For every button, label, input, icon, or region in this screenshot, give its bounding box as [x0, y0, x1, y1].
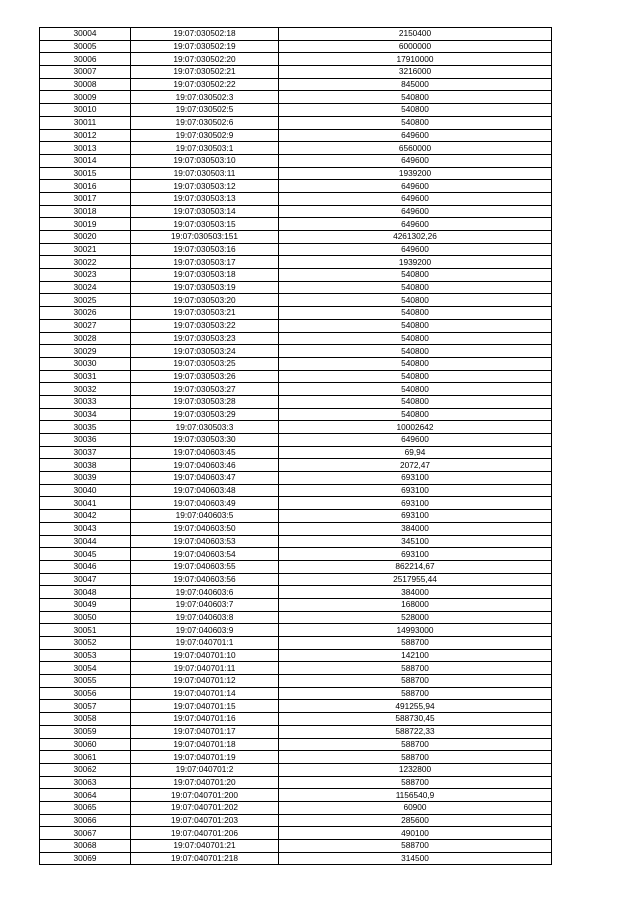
- row-number-cell: 30020: [40, 231, 131, 244]
- cadastral-number-cell: 19:07:030503:23: [131, 332, 279, 345]
- value-cell: 649600: [279, 243, 552, 256]
- row-number-cell: 30063: [40, 776, 131, 789]
- value-cell: 1939200: [279, 256, 552, 269]
- table-row: [40, 40, 552, 53]
- cadastral-number-cell: 19:07:040701:200: [131, 789, 279, 802]
- cadastral-number-cell: 19:07:040701:218: [131, 852, 279, 865]
- row-number-cell: 30046: [40, 560, 131, 573]
- cadastral-number-cell: 19:07:030503:151: [131, 231, 279, 244]
- cadastral-number-cell: 19:07:040603:53: [131, 535, 279, 548]
- row-number-cell: 30021: [40, 243, 131, 256]
- row-number-cell: 30059: [40, 725, 131, 738]
- value-cell: 649600: [279, 129, 552, 142]
- cadastral-number-cell: 19:07:030502:22: [131, 78, 279, 91]
- table-row: [40, 218, 552, 231]
- cadastral-number-cell: 19:07:030502:21: [131, 66, 279, 79]
- cadastral-number-cell: 19:07:030503:14: [131, 205, 279, 218]
- cadastral-number-cell: 19:07:040603:56: [131, 573, 279, 586]
- row-number-cell: 30045: [40, 548, 131, 561]
- cadastral-number-cell: 19:07:040701:15: [131, 700, 279, 713]
- table-row: [40, 256, 552, 269]
- row-number-cell: 30042: [40, 510, 131, 523]
- row-number-cell: 30041: [40, 497, 131, 510]
- table-row: [40, 611, 552, 624]
- row-number-cell: 30038: [40, 459, 131, 472]
- value-cell: 588700: [279, 687, 552, 700]
- cadastral-number-cell: 19:07:030502:6: [131, 116, 279, 129]
- cadastral-number-cell: 19:07:030503:28: [131, 395, 279, 408]
- cadastral-number-cell: 19:07:030503:1: [131, 142, 279, 155]
- row-number-cell: 30062: [40, 763, 131, 776]
- row-number-cell: 30011: [40, 116, 131, 129]
- value-cell: 528000: [279, 611, 552, 624]
- cadastral-number-cell: 19:07:040701:14: [131, 687, 279, 700]
- table-row: [40, 687, 552, 700]
- table-row: [40, 269, 552, 282]
- row-number-cell: 30007: [40, 66, 131, 79]
- cadastral-number-cell: 19:07:030503:27: [131, 383, 279, 396]
- cadastral-number-cell: 19:07:040701:16: [131, 713, 279, 726]
- row-number-cell: 30048: [40, 586, 131, 599]
- row-number-cell: 30022: [40, 256, 131, 269]
- cadastral-number-cell: 19:07:040603:46: [131, 459, 279, 472]
- table-row: [40, 180, 552, 193]
- value-cell: 285600: [279, 814, 552, 827]
- value-cell: 540800: [279, 332, 552, 345]
- cadastral-number-cell: 19:07:040603:9: [131, 624, 279, 637]
- cadastral-number-cell: 19:07:040603:45: [131, 446, 279, 459]
- row-number-cell: 30012: [40, 129, 131, 142]
- row-number-cell: 30044: [40, 535, 131, 548]
- value-cell: 14993000: [279, 624, 552, 637]
- table-row: [40, 357, 552, 370]
- row-number-cell: 30015: [40, 167, 131, 180]
- row-number-cell: 30033: [40, 395, 131, 408]
- table-row: [40, 700, 552, 713]
- table-row: [40, 484, 552, 497]
- cadastral-number-cell: 19:07:030502:20: [131, 53, 279, 66]
- row-number-cell: 30010: [40, 104, 131, 117]
- value-cell: 588700: [279, 675, 552, 688]
- row-number-cell: 30013: [40, 142, 131, 155]
- value-cell: 1232800: [279, 763, 552, 776]
- value-cell: 540800: [279, 269, 552, 282]
- table-row: [40, 459, 552, 472]
- cadastral-number-cell: 19:07:040701:19: [131, 751, 279, 764]
- cadastral-number-cell: 19:07:040701:12: [131, 675, 279, 688]
- row-number-cell: 30032: [40, 383, 131, 396]
- value-cell: 845000: [279, 78, 552, 91]
- row-number-cell: 30056: [40, 687, 131, 700]
- table-row: [40, 28, 552, 41]
- table-row: [40, 421, 552, 434]
- row-number-cell: 30023: [40, 269, 131, 282]
- table-row: [40, 776, 552, 789]
- value-cell: 649600: [279, 180, 552, 193]
- table-row: [40, 852, 552, 865]
- row-number-cell: 30052: [40, 637, 131, 650]
- cadastral-number-cell: 19:07:030503:12: [131, 180, 279, 193]
- row-number-cell: 30024: [40, 281, 131, 294]
- value-cell: 540800: [279, 357, 552, 370]
- table-row: [40, 624, 552, 637]
- cadastral-number-cell: 19:07:030503:21: [131, 307, 279, 320]
- value-cell: 540800: [279, 91, 552, 104]
- row-number-cell: 30068: [40, 840, 131, 853]
- value-cell: 693100: [279, 484, 552, 497]
- value-cell: 142100: [279, 649, 552, 662]
- table-row: [40, 192, 552, 205]
- table-row: [40, 91, 552, 104]
- cadastral-number-cell: 19:07:030502:3: [131, 91, 279, 104]
- table-row: [40, 675, 552, 688]
- value-cell: 693100: [279, 548, 552, 561]
- cadastral-number-cell: 19:07:030503:11: [131, 167, 279, 180]
- row-number-cell: 30069: [40, 852, 131, 865]
- row-number-cell: 30047: [40, 573, 131, 586]
- row-number-cell: 30017: [40, 192, 131, 205]
- cadastral-number-cell: 19:07:030502:9: [131, 129, 279, 142]
- cadastral-number-cell: 19:07:030502:5: [131, 104, 279, 117]
- row-number-cell: 30008: [40, 78, 131, 91]
- cadastral-number-cell: 19:07:040603:6: [131, 586, 279, 599]
- value-cell: 693100: [279, 510, 552, 523]
- row-number-cell: 30018: [40, 205, 131, 218]
- value-cell: 345100: [279, 535, 552, 548]
- cadastral-number-cell: 19:07:030503:25: [131, 357, 279, 370]
- cadastral-number-cell: 19:07:030503:10: [131, 154, 279, 167]
- table-row: [40, 814, 552, 827]
- row-number-cell: 30066: [40, 814, 131, 827]
- table-row: [40, 231, 552, 244]
- value-cell: 384000: [279, 522, 552, 535]
- row-number-cell: 30057: [40, 700, 131, 713]
- value-cell: 6560000: [279, 142, 552, 155]
- value-cell: 168000: [279, 598, 552, 611]
- row-number-cell: 30031: [40, 370, 131, 383]
- value-cell: 69,94: [279, 446, 552, 459]
- table-row: [40, 789, 552, 802]
- row-number-cell: 30054: [40, 662, 131, 675]
- value-cell: 693100: [279, 497, 552, 510]
- row-number-cell: 30026: [40, 307, 131, 320]
- cadastral-number-cell: 19:07:030503:20: [131, 294, 279, 307]
- value-cell: 2150400: [279, 28, 552, 41]
- value-cell: 540800: [279, 116, 552, 129]
- cadastral-number-cell: 19:07:030503:15: [131, 218, 279, 231]
- table-row: [40, 294, 552, 307]
- value-cell: 649600: [279, 192, 552, 205]
- table-row: [40, 345, 552, 358]
- row-number-cell: 30005: [40, 40, 131, 53]
- cadastral-number-cell: 19:07:040603:7: [131, 598, 279, 611]
- row-number-cell: 30050: [40, 611, 131, 624]
- value-cell: 588730,45: [279, 713, 552, 726]
- cadastral-number-cell: 19:07:030502:18: [131, 28, 279, 41]
- value-cell: 3216000: [279, 66, 552, 79]
- value-cell: 540800: [279, 104, 552, 117]
- row-number-cell: 30058: [40, 713, 131, 726]
- row-number-cell: 30036: [40, 434, 131, 447]
- row-number-cell: 30040: [40, 484, 131, 497]
- cadastral-number-cell: 19:07:040603:48: [131, 484, 279, 497]
- row-number-cell: 30014: [40, 154, 131, 167]
- value-cell: 540800: [279, 345, 552, 358]
- row-number-cell: 30055: [40, 675, 131, 688]
- table-row: [40, 725, 552, 738]
- table-row: [40, 434, 552, 447]
- table-row: [40, 332, 552, 345]
- value-cell: 588700: [279, 738, 552, 751]
- table-row: [40, 840, 552, 853]
- value-cell: 588700: [279, 776, 552, 789]
- table-row: [40, 307, 552, 320]
- table-row: [40, 497, 552, 510]
- row-number-cell: 30064: [40, 789, 131, 802]
- table-row: [40, 649, 552, 662]
- cadastral-number-cell: 19:07:040603:8: [131, 611, 279, 624]
- cadastral-number-cell: 19:07:040603:47: [131, 472, 279, 485]
- table-row: [40, 408, 552, 421]
- row-number-cell: 30028: [40, 332, 131, 345]
- table-row: [40, 104, 552, 117]
- row-number-cell: 30067: [40, 827, 131, 840]
- row-number-cell: 30051: [40, 624, 131, 637]
- table-row: [40, 751, 552, 764]
- table-row: [40, 446, 552, 459]
- table-row: [40, 763, 552, 776]
- value-cell: 2517955,44: [279, 573, 552, 586]
- value-cell: 1156540,9: [279, 789, 552, 802]
- table-row: [40, 370, 552, 383]
- cadastral-number-cell: 19:07:040603:5: [131, 510, 279, 523]
- cadastral-number-cell: 19:07:030503:30: [131, 434, 279, 447]
- cadastral-number-cell: 19:07:040701:17: [131, 725, 279, 738]
- cadastral-number-cell: 19:07:040701:11: [131, 662, 279, 675]
- cadastral-number-cell: 19:07:030503:18: [131, 269, 279, 282]
- row-number-cell: 30043: [40, 522, 131, 535]
- row-number-cell: 30016: [40, 180, 131, 193]
- value-cell: 10002642: [279, 421, 552, 434]
- value-cell: 540800: [279, 307, 552, 320]
- cadastral-number-cell: 19:07:040603:54: [131, 548, 279, 561]
- table-row: [40, 522, 552, 535]
- table-row: [40, 243, 552, 256]
- value-cell: 540800: [279, 383, 552, 396]
- table-row: [40, 383, 552, 396]
- value-cell: 588700: [279, 751, 552, 764]
- value-cell: 588700: [279, 662, 552, 675]
- table-row: [40, 598, 552, 611]
- data-table: [39, 27, 552, 865]
- table-row: [40, 713, 552, 726]
- row-number-cell: 30004: [40, 28, 131, 41]
- value-cell: 588722,33: [279, 725, 552, 738]
- value-cell: 60900: [279, 801, 552, 814]
- table-row: [40, 827, 552, 840]
- cadastral-number-cell: 19:07:040701:10: [131, 649, 279, 662]
- cadastral-number-cell: 19:07:040701:18: [131, 738, 279, 751]
- value-cell: 490100: [279, 827, 552, 840]
- value-cell: 314500: [279, 852, 552, 865]
- cadastral-number-cell: 19:07:030503:13: [131, 192, 279, 205]
- value-cell: 540800: [279, 319, 552, 332]
- cadastral-number-cell: 19:07:030503:3: [131, 421, 279, 434]
- row-number-cell: 30039: [40, 472, 131, 485]
- cadastral-number-cell: 19:07:040701:203: [131, 814, 279, 827]
- cadastral-number-cell: 19:07:040603:55: [131, 560, 279, 573]
- cadastral-number-cell: 19:07:030503:17: [131, 256, 279, 269]
- row-number-cell: 30029: [40, 345, 131, 358]
- row-number-cell: 30006: [40, 53, 131, 66]
- table-row: [40, 472, 552, 485]
- table-row: [40, 205, 552, 218]
- table-row: [40, 586, 552, 599]
- table-row: [40, 535, 552, 548]
- value-cell: 649600: [279, 434, 552, 447]
- value-cell: 540800: [279, 370, 552, 383]
- cadastral-number-cell: 19:07:040701:206: [131, 827, 279, 840]
- table-row: [40, 510, 552, 523]
- cadastral-number-cell: 19:07:040603:49: [131, 497, 279, 510]
- value-cell: 649600: [279, 205, 552, 218]
- row-number-cell: 30030: [40, 357, 131, 370]
- row-number-cell: 30035: [40, 421, 131, 434]
- cadastral-number-cell: 19:07:040701:1: [131, 637, 279, 650]
- table-row: [40, 548, 552, 561]
- table-row: [40, 395, 552, 408]
- row-number-cell: 30053: [40, 649, 131, 662]
- cadastral-number-cell: 19:07:030502:19: [131, 40, 279, 53]
- table-row: [40, 129, 552, 142]
- row-number-cell: 30061: [40, 751, 131, 764]
- value-cell: 17910000: [279, 53, 552, 66]
- value-cell: 2072,47: [279, 459, 552, 472]
- row-number-cell: 30037: [40, 446, 131, 459]
- cadastral-number-cell: 19:07:030503:16: [131, 243, 279, 256]
- value-cell: 384000: [279, 586, 552, 599]
- value-cell: 6000000: [279, 40, 552, 53]
- value-cell: 588700: [279, 637, 552, 650]
- table-row: [40, 53, 552, 66]
- value-cell: 491255,94: [279, 700, 552, 713]
- table-body: [40, 28, 552, 865]
- value-cell: 862214,67: [279, 560, 552, 573]
- row-number-cell: 30065: [40, 801, 131, 814]
- value-cell: 540800: [279, 408, 552, 421]
- value-cell: 540800: [279, 281, 552, 294]
- table-row: [40, 281, 552, 294]
- table-row: [40, 738, 552, 751]
- table-row: [40, 560, 552, 573]
- table-row: [40, 573, 552, 586]
- row-number-cell: 30049: [40, 598, 131, 611]
- cadastral-number-cell: 19:07:030503:19: [131, 281, 279, 294]
- cadastral-number-cell: 19:07:030503:26: [131, 370, 279, 383]
- cadastral-number-cell: 19:07:030503:24: [131, 345, 279, 358]
- table-row: [40, 78, 552, 91]
- row-number-cell: 30034: [40, 408, 131, 421]
- row-number-cell: 30025: [40, 294, 131, 307]
- cadastral-number-cell: 19:07:030503:22: [131, 319, 279, 332]
- row-number-cell: 30027: [40, 319, 131, 332]
- row-number-cell: 30009: [40, 91, 131, 104]
- cadastral-number-cell: 19:07:030503:29: [131, 408, 279, 421]
- cadastral-number-cell: 19:07:040701:202: [131, 801, 279, 814]
- table-row: [40, 167, 552, 180]
- table-row: [40, 116, 552, 129]
- table-row: [40, 662, 552, 675]
- cadastral-number-cell: 19:07:040701:20: [131, 776, 279, 789]
- cadastral-number-cell: 19:07:040603:50: [131, 522, 279, 535]
- table-row: [40, 154, 552, 167]
- table-row: [40, 66, 552, 79]
- cadastral-number-cell: 19:07:040701:2: [131, 763, 279, 776]
- value-cell: 540800: [279, 395, 552, 408]
- cadastral-number-cell: 19:07:040701:21: [131, 840, 279, 853]
- value-cell: 1939200: [279, 167, 552, 180]
- value-cell: 588700: [279, 840, 552, 853]
- value-cell: 649600: [279, 218, 552, 231]
- value-cell: 4261302,26: [279, 231, 552, 244]
- table-row: [40, 637, 552, 650]
- row-number-cell: 30060: [40, 738, 131, 751]
- value-cell: 693100: [279, 472, 552, 485]
- table-row: [40, 319, 552, 332]
- table-row: [40, 142, 552, 155]
- value-cell: 649600: [279, 154, 552, 167]
- row-number-cell: 30019: [40, 218, 131, 231]
- table-row: [40, 801, 552, 814]
- value-cell: 540800: [279, 294, 552, 307]
